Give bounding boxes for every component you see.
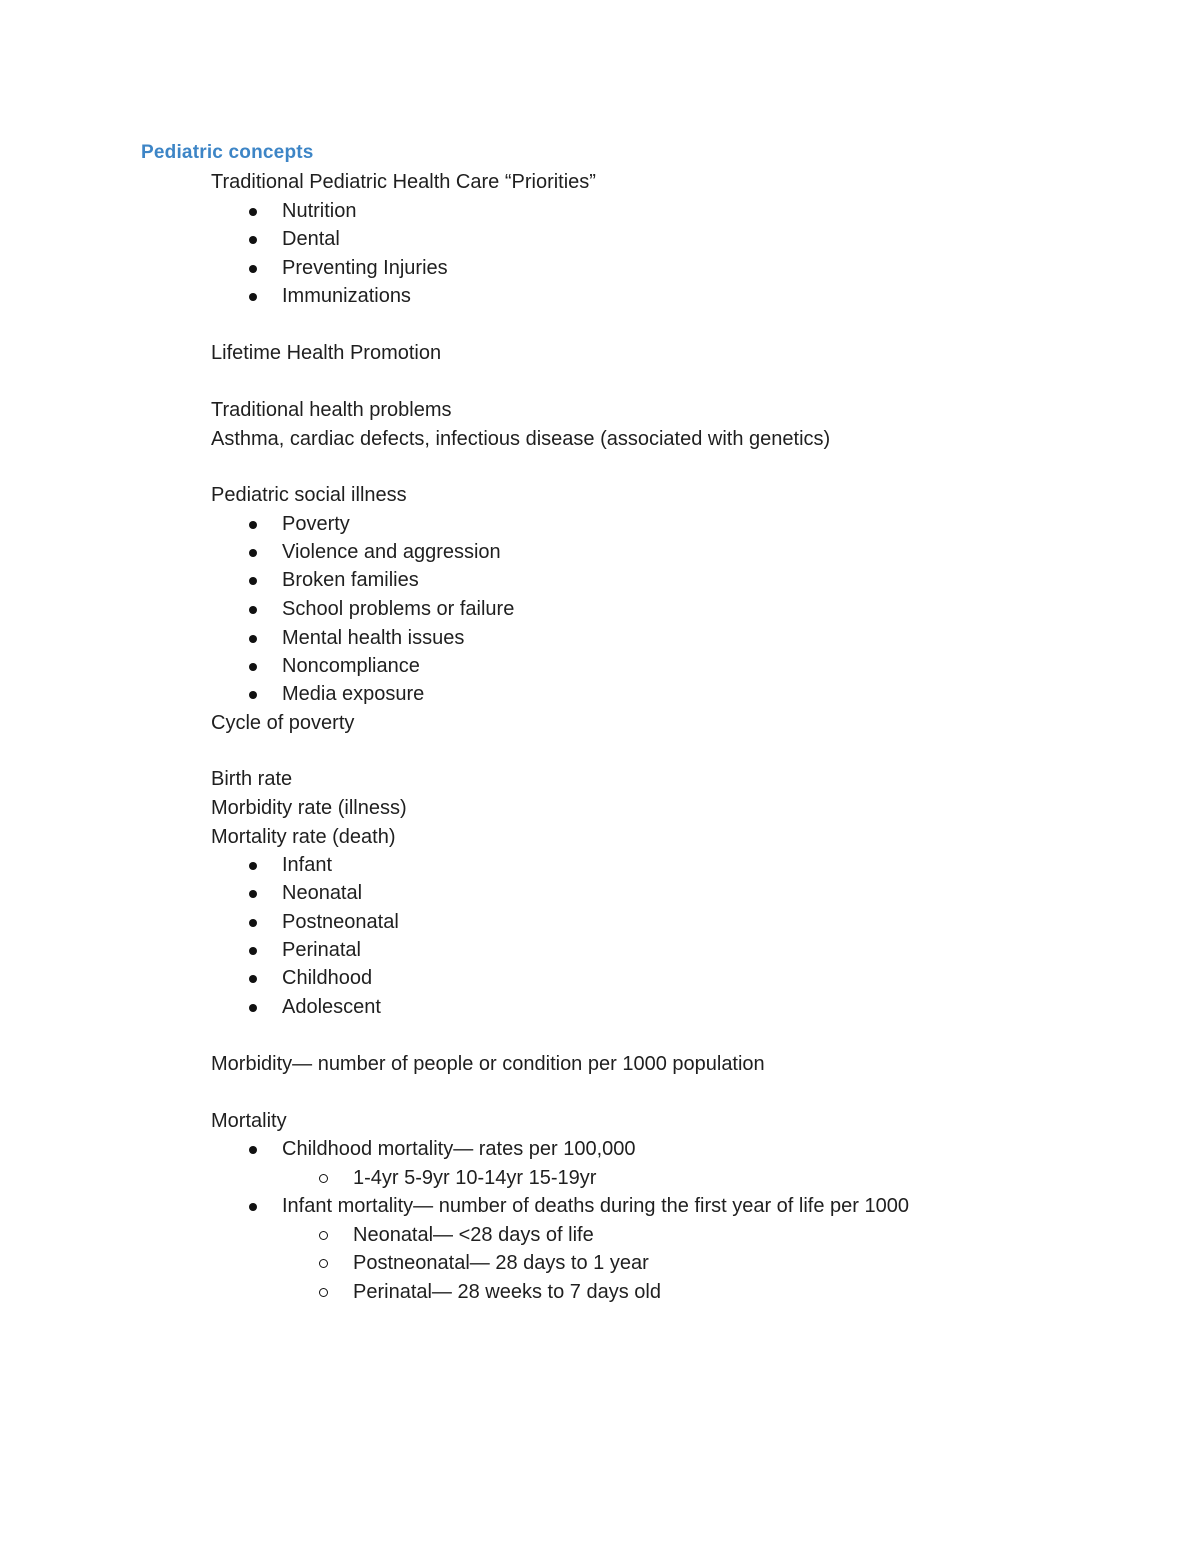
cycle-of-poverty: Cycle of poverty <box>211 712 355 734</box>
lifetime-health-promotion: Lifetime Health Promotion <box>211 342 442 364</box>
sub-list-item: Perinatal— 28 weeks to 7 days old <box>353 1281 661 1303</box>
page-title: Pediatric concepts <box>141 142 314 163</box>
list-item: School problems or failure <box>282 598 515 620</box>
sub-list-item: Neonatal— <28 days of life <box>353 1224 594 1246</box>
list-item: Infant mortality— number of deaths during the first year of life per 1000 <box>282 1195 909 1217</box>
list-item: Perinatal <box>282 939 361 961</box>
list-item: Preventing Injuries <box>282 257 448 279</box>
list-item: Noncompliance <box>282 655 420 677</box>
traditional-problems-text: Asthma, cardiac defects, infectious disease (associated with genetics) <box>211 428 831 450</box>
list-item: Adolescent <box>282 996 381 1018</box>
sub-list-item: Postneonatal— 28 days to 1 year <box>353 1252 649 1274</box>
list-item: Postneonatal <box>282 911 399 933</box>
list-item: Childhood mortality— rates per 100,000 <box>282 1138 636 1160</box>
mortality-rate: Mortality rate (death) <box>211 826 396 848</box>
list-item: Broken families <box>282 569 419 591</box>
list-item: Neonatal <box>282 882 363 904</box>
mortality-title: Mortality <box>211 1110 287 1132</box>
birth-rate: Birth rate <box>211 768 293 790</box>
list-item: Immunizations <box>282 285 411 307</box>
list-item: Nutrition <box>282 200 357 222</box>
list-item: Mental health issues <box>282 627 465 649</box>
list-item: Dental <box>282 228 340 250</box>
morbidity-definition: Morbidity— number of people or condition per 1000 population <box>211 1053 765 1075</box>
social-illness-title: Pediatric social illness <box>211 484 407 506</box>
list-item: Poverty <box>282 513 350 535</box>
list-item: Media exposure <box>282 683 425 705</box>
list-item: Infant <box>282 854 333 876</box>
priorities-title: Traditional Pediatric Health Care “Priorities” <box>211 171 596 193</box>
morbidity-rate: Morbidity rate (illness) <box>211 797 407 819</box>
traditional-problems-title: Traditional health problems <box>211 399 452 421</box>
sub-list-item: 1-4yr 5-9yr 10-14yr 15-19yr <box>353 1167 597 1189</box>
list-item: Childhood <box>282 967 373 989</box>
list-item: Violence and aggression <box>282 541 501 563</box>
